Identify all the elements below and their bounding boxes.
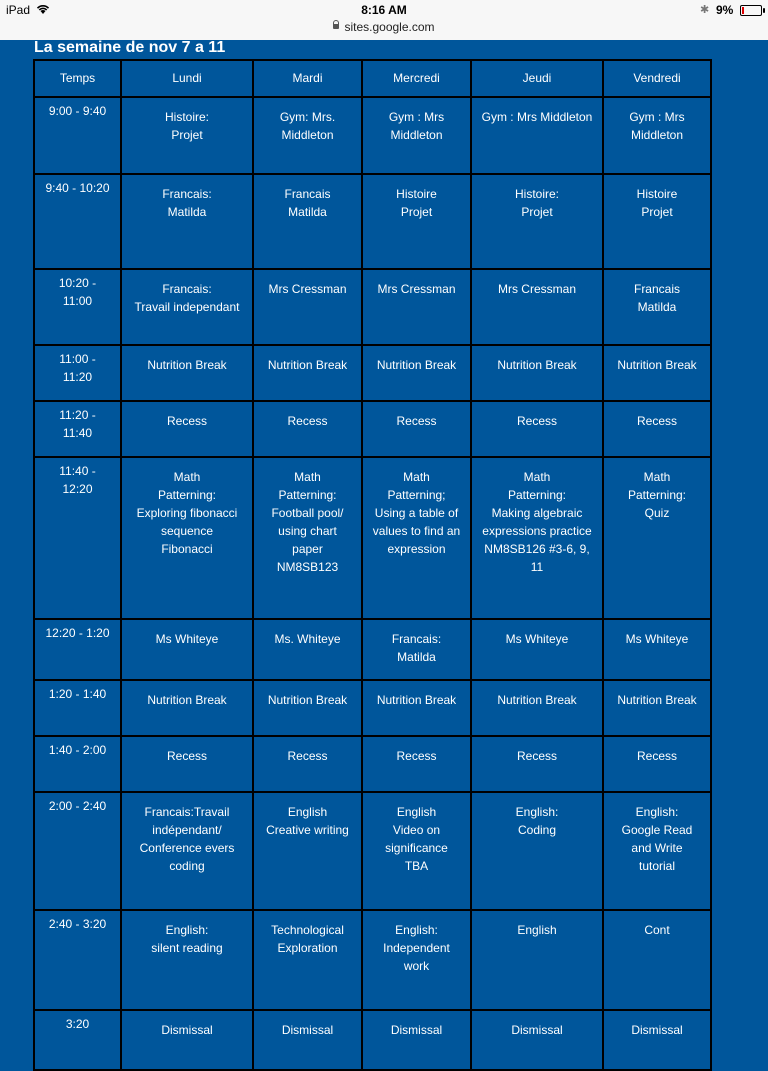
schedule-cell: Francais Matilda (603, 269, 711, 345)
time-cell: 11:40 - 12:20 (34, 457, 121, 619)
schedule-cell: Ms Whiteye (121, 619, 253, 680)
column-header-temps: Temps (34, 60, 121, 97)
schedule-cell: Dismissal (603, 1010, 711, 1070)
battery-level (742, 7, 744, 14)
table-row (34, 1010, 711, 1070)
column-header-mardi: Mardi (253, 60, 362, 97)
time-cell: 1:40 - 2:00 (34, 736, 121, 792)
schedule-cell: Mrs Cressman (362, 269, 471, 345)
address-bar[interactable] (0, 20, 768, 34)
table-row (34, 736, 711, 792)
schedule-cell: English: Independent work (362, 910, 471, 1010)
schedule-cell: Math Patterning: Exploring fibonacci sequence Fibonacci (121, 457, 253, 619)
schedule-cell: English (471, 910, 603, 1010)
schedule-cell: Nutrition Break (362, 345, 471, 401)
schedule-cell: English: Coding (471, 792, 603, 910)
table-row (34, 619, 711, 680)
page-title: La semaine de nov 7 a 11 (34, 39, 226, 56)
schedule-cell: Nutrition Break (603, 345, 711, 401)
schedule-cell: Nutrition Break (471, 680, 603, 736)
schedule-cell: Dismissal (121, 1010, 253, 1070)
column-header-mercredi: Mercredi (362, 60, 471, 97)
schedule-cell: Francais:Travail indépendant/ Conference evers coding (121, 792, 253, 910)
time-cell: 3:20 (34, 1010, 121, 1070)
status-bar (0, 0, 768, 40)
schedule-cell: Mrs Cressman (471, 269, 603, 345)
schedule-cell: Recess (603, 401, 711, 457)
schedule-cell: Ms. Whiteye (253, 619, 362, 680)
schedule-cell: Mrs Cressman (253, 269, 362, 345)
schedule-cell: Gym: Mrs. Middleton (253, 97, 362, 174)
battery-percent: 9% (716, 3, 734, 17)
table-row (34, 792, 711, 910)
table-row (34, 401, 711, 457)
schedule-cell: Francais: Matilda (121, 174, 253, 269)
schedule-cell: Histoire: Projet (121, 97, 253, 174)
table-row (34, 97, 711, 174)
header-row (34, 60, 711, 97)
table-row (34, 680, 711, 736)
schedule-cell: Nutrition Break (471, 345, 603, 401)
time-cell: 12:20 - 1:20 (34, 619, 121, 680)
bluetooth-icon: ✱ (700, 4, 710, 16)
schedule-cell: Nutrition Break (121, 680, 253, 736)
url-text: sites.google.com (344, 20, 435, 34)
schedule-table (33, 59, 712, 1071)
column-header-lundi: Lundi (121, 60, 253, 97)
schedule-cell: Histoire: Projet (471, 174, 603, 269)
clock: 8:16 AM (361, 3, 407, 17)
schedule-cell: English: Google Read and Write tutorial (603, 792, 711, 910)
schedule-cell: Nutrition Break (362, 680, 471, 736)
schedule-cell: Recess (253, 736, 362, 792)
time-cell: 10:20 - 11:00 (34, 269, 121, 345)
schedule-cell: Nutrition Break (253, 345, 362, 401)
schedule-cell: Math Patterning: Quiz (603, 457, 711, 619)
schedule-cell: Recess (362, 401, 471, 457)
lock-icon (333, 24, 339, 29)
schedule-cell: Dismissal (362, 1010, 471, 1070)
schedule-cell: Histoire Projet (603, 174, 711, 269)
schedule-cell: Gym : Mrs Middleton (471, 97, 603, 174)
schedule-cell: Francais Matilda (253, 174, 362, 269)
schedule-cell: English Creative writing (253, 792, 362, 910)
column-header-jeudi: Jeudi (471, 60, 603, 97)
time-cell: 11:00 - 11:20 (34, 345, 121, 401)
schedule-cell: Cont (603, 910, 711, 1010)
column-header-vendredi: Vendredi (603, 60, 711, 97)
table-row (34, 174, 711, 269)
schedule-cell: Nutrition Break (253, 680, 362, 736)
table-row (34, 910, 711, 1010)
time-cell: 2:00 - 2:40 (34, 792, 121, 910)
table-row (34, 457, 711, 619)
table-row (34, 269, 711, 345)
schedule-cell: Dismissal (471, 1010, 603, 1070)
schedule-cell: Nutrition Break (603, 680, 711, 736)
device-name: iPad (6, 3, 31, 17)
schedule-cell: Recess (121, 736, 253, 792)
schedule-cell: Histoire Projet (362, 174, 471, 269)
schedule-cell: Math Patterning: Football pool/ using chart paper NM8SB123 (253, 457, 362, 619)
schedule-cell: Nutrition Break (121, 345, 253, 401)
schedule-cell: Dismissal (253, 1010, 362, 1070)
schedule-cell: English Video on significance TBA (362, 792, 471, 910)
schedule-cell: Gym : Mrs Middleton (603, 97, 711, 174)
time-cell: 1:20 - 1:40 (34, 680, 121, 736)
schedule-cell: Ms Whiteye (603, 619, 711, 680)
schedule-cell: Recess (603, 736, 711, 792)
time-cell: 9:00 - 9:40 (34, 97, 121, 174)
schedule-cell: Recess (471, 401, 603, 457)
schedule-cell: Francais: Matilda (362, 619, 471, 680)
battery-icon (740, 5, 762, 16)
schedule-cell: Recess (471, 736, 603, 792)
schedule-cell: Ms Whiteye (471, 619, 603, 680)
time-cell: 2:40 - 3:20 (34, 910, 121, 1010)
schedule-cell: Math Patterning; Using a table of values to find an expression (362, 457, 471, 619)
schedule-cell: Recess (362, 736, 471, 792)
schedule-cell: Recess (121, 401, 253, 457)
time-cell: 11:20 - 11:40 (34, 401, 121, 457)
schedule-cell: Francais: Travail independant (121, 269, 253, 345)
table-row (34, 345, 711, 401)
time-cell: 9:40 - 10:20 (34, 174, 121, 269)
schedule-cell: English: silent reading (121, 910, 253, 1010)
schedule-cell: Gym : Mrs Middleton (362, 97, 471, 174)
schedule-cell: Math Patterning: Making algebraic expressions practice NM8SB126 #3-6, 9, 11 (471, 457, 603, 619)
schedule-cell: Technological Exploration (253, 910, 362, 1010)
schedule-cell: Recess (253, 401, 362, 457)
